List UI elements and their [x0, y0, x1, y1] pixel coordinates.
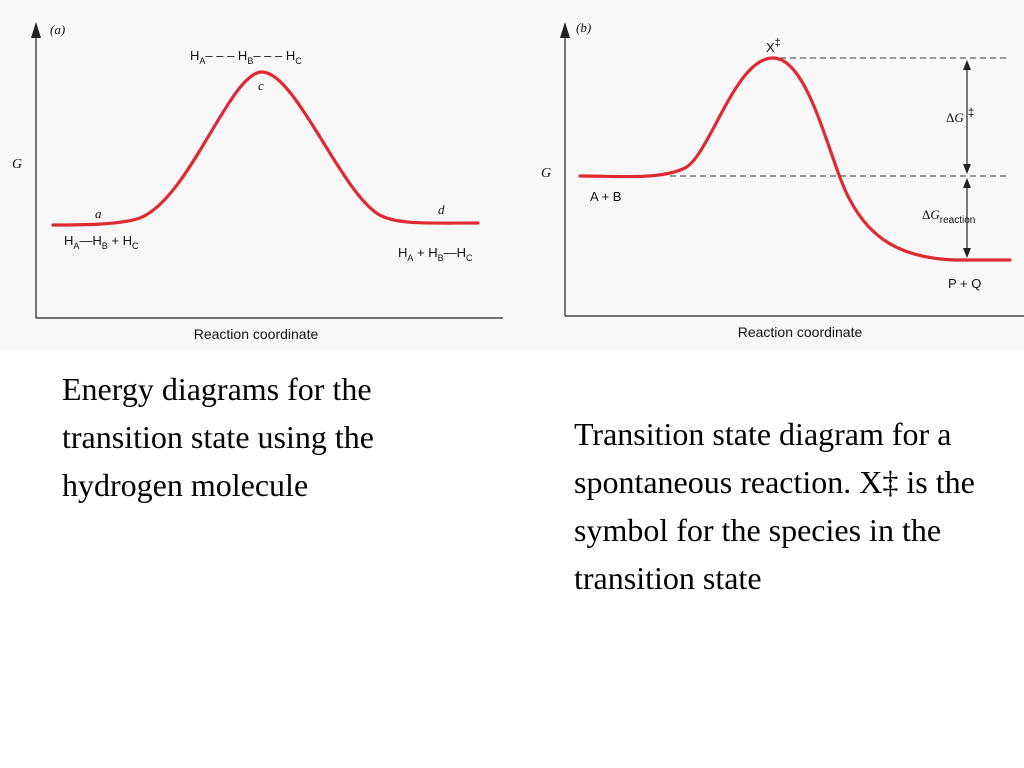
x-axis-label: Reaction coordinate	[737, 324, 863, 340]
point-label-a: a	[95, 206, 102, 221]
y-axis-label: G	[12, 157, 23, 172]
energy-diagram-panel-a	[0, 0, 510, 350]
reactants-formula: $H_A—H_B + H_C$	[64, 233, 139, 251]
reaction-arrow-up-icon	[963, 178, 971, 188]
point-label-d: d	[438, 202, 445, 217]
point-label-c: c	[258, 78, 264, 93]
panel-tag: (b)	[576, 20, 592, 35]
reactants-label: A + B	[590, 189, 622, 204]
caption-right: Transition state diagram for a spontaneous reaction. X‡ is the symbol for the species in the transition state	[574, 416, 975, 596]
y-axis-arrow-icon	[560, 22, 570, 38]
panel-tag: (a)	[50, 22, 66, 37]
reaction-arrow-down-icon	[963, 248, 971, 258]
reaction-energy-label: $\Delta G_{reaction}$	[922, 207, 976, 226]
activation-arrow-down-icon	[963, 164, 971, 174]
y-axis-arrow-icon	[31, 22, 41, 38]
energy-curve	[580, 58, 1010, 260]
y-axis-label: G	[541, 166, 552, 181]
energy-diagram-panel-b	[510, 0, 1024, 350]
products-formula: $H_A$ + $H_B—H_C$	[398, 245, 473, 263]
products-label: P + Q	[948, 276, 982, 291]
activation-arrow-up-icon	[963, 60, 971, 70]
activation-energy-label: ΔG ‡	[946, 105, 975, 125]
x-axis-label: Reaction coordinate	[193, 326, 319, 342]
caption-left: Energy diagrams for the transition state using the hydrogen molecule	[62, 371, 374, 503]
transition-state-symbol: X‡	[766, 37, 781, 55]
energy-curve	[53, 72, 478, 225]
transition-state-formula: $H_A-$ – – $H_B-$ – – $H_C$	[190, 48, 302, 66]
